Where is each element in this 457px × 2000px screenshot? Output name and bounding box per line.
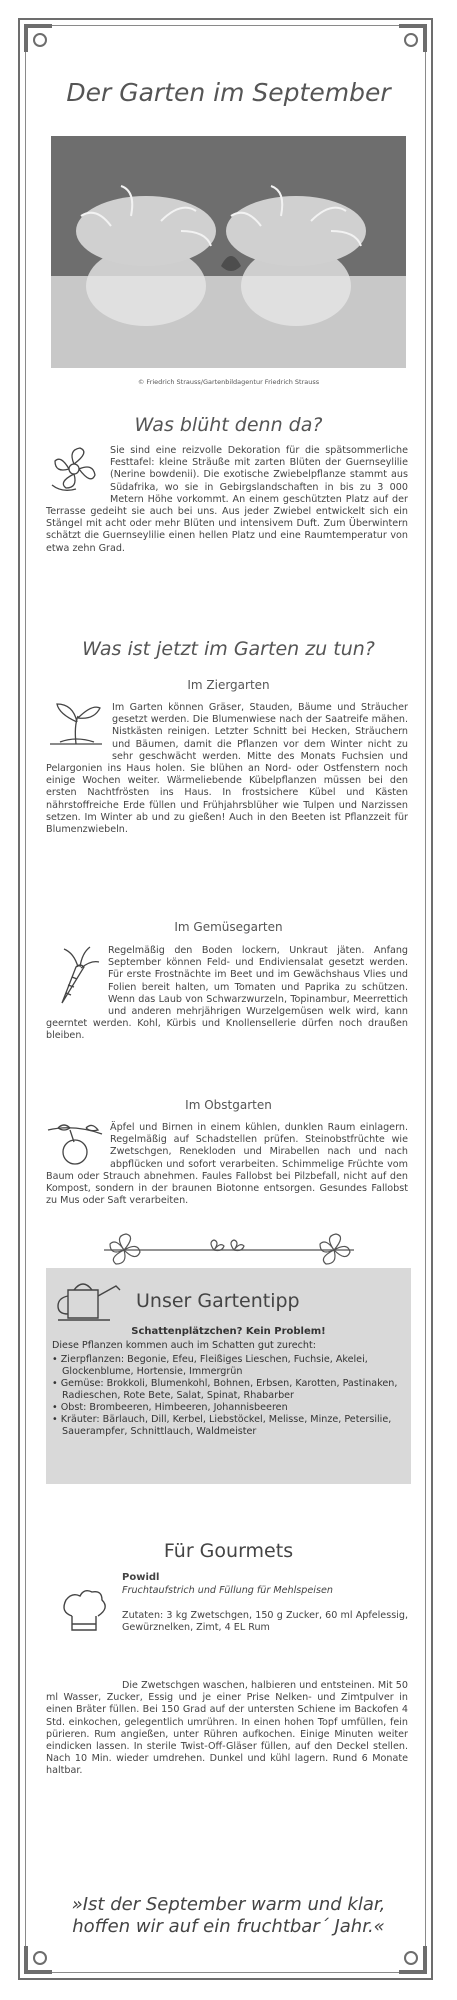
- apple-icon: [46, 1122, 104, 1170]
- section-heading-garden: Was ist jetzt im Garten zu tun?: [82, 638, 375, 660]
- page-title: Der Garten im September: [66, 78, 391, 107]
- seedling-icon: [46, 702, 106, 752]
- garden-tip-heading: Unser Gartentipp: [136, 1290, 300, 1312]
- nerine-photo: [51, 136, 406, 368]
- subheading-orchard: Im Obstgarten: [185, 1098, 272, 1112]
- garden-tip-list: [52, 1354, 407, 1438]
- ornamental-paragraph: [46, 702, 408, 836]
- weather-proverb: [46, 1894, 411, 1938]
- orchard-paragraph: [46, 1122, 408, 1207]
- garden-tip-intro: Diese Pflanzen kommen auch im Schatten gut zurecht:: [52, 1340, 316, 1351]
- subheading-ornamental: Im Ziergarten: [187, 678, 270, 692]
- garden-tip-subheading: Schattenplätzchen? Kein Problem!: [131, 1326, 326, 1337]
- recipe-ingredients: Zutaten: 3 kg Zwetschgen, 150 g Zucker, 60 ml Apfelessig, Gewürznelken, Zimt, 4 EL Rum: [122, 1610, 408, 1633]
- chef-hat-icon: [58, 1586, 108, 1640]
- recipe-steps-text: Die Zwetschgen waschen, halbieren und entsteinen. Mit 50 ml Wasser, Zucker, Essig und je einer Prise Nelken- und Zimtpulver in einen Bräter füllen. Bei 150 Grad auf der untersten Schiene im Backofen 4 Std. einkochen, gelegentlich umrühren. In einen hohen Topf umfüllen, fein pürieren. Rum angießen, unter Rühren aufkochen. Einige Minuten weiter eindicken lassen. In sterile Twist-Off-Gläser füllen, auf den Deckel stellen. Nach 10 Min. wieder umdrehen. Dunkel und kühl lagern. Rund 6 Monate haltbar.: [46, 1680, 408, 1777]
- section-heading-bloom: Was blüht denn da?: [134, 414, 323, 436]
- carrot-icon: [46, 945, 102, 1009]
- vegetable-text: Regelmäßig den Boden lockern, Unkraut jäten. Anfang September können Feld- und Endiviensalat gesetzt werden. Für erste Frostnächte im Beet und im Gewächshaus Vlies und Folien bereit halten, um Tomaten und Paprika zu schützen. Wenn das Laub von Schwarzwurzeln, Topinambur, Meerrettich und anderen mehrjährigen Wurzelgemüsen welk wird, kann geerntet werden. Kohl, Kürbis und Knollensellerie dürfen noch draußen bleiben.: [46, 945, 408, 1042]
- watering-can-icon: [54, 1276, 124, 1328]
- subheading-vegetable: Im Gemüsegarten: [174, 920, 283, 934]
- photo-credit: © Friedrich Strauss/Gartenbildagentur Friedrich Strauss: [137, 378, 320, 386]
- proverb-line-2: hoffen wir auf ein fruchtbar´ Jahr.«: [72, 1916, 385, 1937]
- recipe-steps: [46, 1680, 408, 1778]
- list-item: • Zierpflanzen: Begonie, Efeu, Fleißiges Lieschen, Fuchsie, Akelei, Glockenblume, Hortensie, Immergrün: [52, 1354, 368, 1377]
- flower-icon: [46, 445, 104, 499]
- bloom-paragraph: [46, 445, 408, 555]
- proverb-line-1: »Ist der September warm und klar,: [71, 1894, 386, 1915]
- corner-ornament-top-right: [399, 24, 427, 52]
- recipe-name: Powidl: [122, 1572, 160, 1583]
- vegetable-paragraph: [46, 945, 408, 1043]
- gourmet-heading: Für Gourmets: [163, 1540, 294, 1562]
- corner-ornament-bottom-left: [24, 1946, 52, 1974]
- orchard-text: Äpfel und Birnen in einem kühlen, dunklen Raum einlagern. Regelmäßig auf Schadstellen prüfen. Steinobstfrüchte wie Zwetschgen, Renekloden und Mirabellen nach und nach abpflücken und sofort verarbeiten. Schimmelige Früchte vom Baum oder Strauch abnehmen. Faules Fallobst bei Pilzbefall, nicht auf den Kompost, sondern in der braunen Biotonne entsorgen. Gesundes Fallobst zu Mus oder Saft verarbeiten.: [46, 1122, 408, 1207]
- ornamental-text: Im Garten können Gräser, Stauden, Bäume und Sträucher gesetzt werden. Die Blumenwiese nach der Saatreife mähen. Nistkästen reinigen. Letzter Schnitt bei Hecken, Sträuchern und Bäumen, damit die Pflanzen vor dem Winter nicht zu sehr geschwächt werden. Mitte des Monats Fuchsien und Pelargonien ins Haus holen. Sie blühen an Nord- oder Ostfenstern noch einige Wochen weiter. Wärmeliebende Kübelpflanzen müssen bei den ersten Nachtfrösten ins Haus. In frostsichere Kübel und Kästen nährstoffreiche Erde füllen und Frühjahrsblüher wie Tulpen und Narzissen setzen. Im Winter ab und zu gießen! Auch in den Beeten ist Pflanzzeit für Blumenzwiebeln.: [46, 702, 408, 836]
- corner-ornament-top-left: [24, 24, 52, 52]
- list-item: • Kräuter: Bärlauch, Dill, Kerbel, Liebstöckel, Melisse, Minze, Petersilie, Sauerampfer, Schnittlauch, Waldmeister: [52, 1414, 392, 1437]
- corner-ornament-bottom-right: [399, 1946, 427, 1974]
- divider-ornament: [104, 1232, 354, 1270]
- bloom-text: Sie sind eine reizvolle Dekoration für die spätsommerliche Festtafel: kleine Sträuße mit zarten Blüten der Guernseylilie (Nerine bowdenii). Die exotische Zwiebelpflanze stammt aus Südafrika, wo sie in Gebirgslandschaften in bis zu 3 000 Metern Höhe vorkommt. An einem geschützten Platz auf der Terrasse gedeiht sie auch bei uns. Aus jeder Zwiebel entwickelt sich ein Stängel mit acht oder mehr Blüten und intensivem Duft. Zum Überwintern schätzt die Guernseylilie einen hellen Platz und eine Raumtemperatur von etwa zehn Grad.: [46, 445, 408, 554]
- list-item: • Obst: Brombeeren, Himbeeren, Johannisbeeren: [52, 1402, 288, 1413]
- indent-spacer: [46, 1680, 122, 1692]
- list-item: • Gemüse: Brokkoli, Blumenkohl, Bohnen, Erbsen, Karotten, Pastinaken, Radieschen, Rote Bete, Salat, Spinat, Rhabarber: [52, 1378, 398, 1401]
- recipe-description: Fruchtaufstrich und Füllung für Mehlspeisen: [122, 1585, 333, 1596]
